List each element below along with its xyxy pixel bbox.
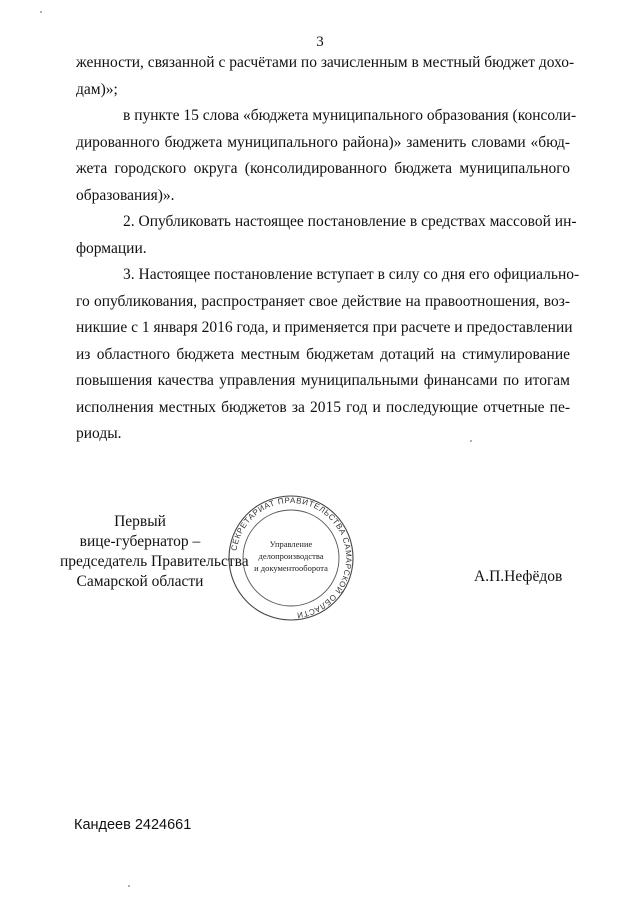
footer-executor: Кандеев 2424661: [74, 817, 192, 833]
paragraph-2: [76, 103, 577, 209]
scan-speck: [40, 11, 42, 13]
signatory-line: Самарской области: [76, 573, 204, 590]
paragraph-3: [76, 209, 577, 262]
text-line: дированного бюджета муниципального района)» заменить словами «бюд-: [76, 133, 570, 151]
text-line: в пункте 15 слова «бюджета муниципального образования (консоли-: [123, 107, 577, 124]
seal-outer-text: СЕКРЕТАРИАТ ПРАВИТЕЛЬСТВА САМАРСКОЙ ОБЛАСТИ: [229, 495, 354, 620]
scan-speck: [470, 440, 472, 442]
seal-inner-line: Управление: [269, 539, 313, 549]
text-line: из областного бюджета местным бюджетам дотаций на стимулирование: [76, 345, 570, 363]
paragraph-1: [76, 50, 575, 103]
scan-speck: [128, 885, 130, 887]
text-line: образования)».: [76, 186, 175, 204]
seal-inner-line: и документооборота: [254, 563, 328, 573]
text-line: жета городского округа (консолидированного бюджета муниципального: [76, 160, 570, 177]
text-line: никшие с 1 января 2016 года, и применяется при расчете и предоставлении: [76, 319, 573, 336]
signatory-position: [60, 512, 249, 592]
body-text: [76, 50, 580, 448]
text-line: повышения качества управления муниципальными финансами по итогам: [76, 372, 570, 389]
text-line: го опубликования, распространяет свое действие на правоотношения, воз-: [76, 292, 570, 310]
signatory-name: А.П.Нефёдов: [474, 568, 563, 585]
seal-inner-line: делопроизводства: [258, 551, 324, 561]
text-line: исполнения местных бюджетов за 2015 год и последующие отчетные пе-: [76, 398, 570, 416]
paragraph-4: [76, 262, 580, 448]
signatory-line: вице-губернатор –: [79, 533, 201, 550]
page-number: 3: [316, 34, 324, 50]
text-line: 3. Настоящее постановление вступает в силу со дня его официально-: [123, 266, 580, 283]
text-line: 2. Опубликовать настоящее постановление в средствах массовой ин-: [123, 213, 577, 230]
text-line: дам)»;: [76, 80, 118, 98]
signatory-line: Первый: [114, 513, 166, 530]
official-seal: [226, 495, 356, 621]
text-line: риоды.: [76, 425, 122, 442]
signatory-line: председатель Правительства: [60, 553, 249, 570]
text-line: женности, связанной с расчётами по зачисленным в местный бюджет дохо-: [76, 54, 575, 71]
text-line: формации.: [76, 239, 147, 257]
